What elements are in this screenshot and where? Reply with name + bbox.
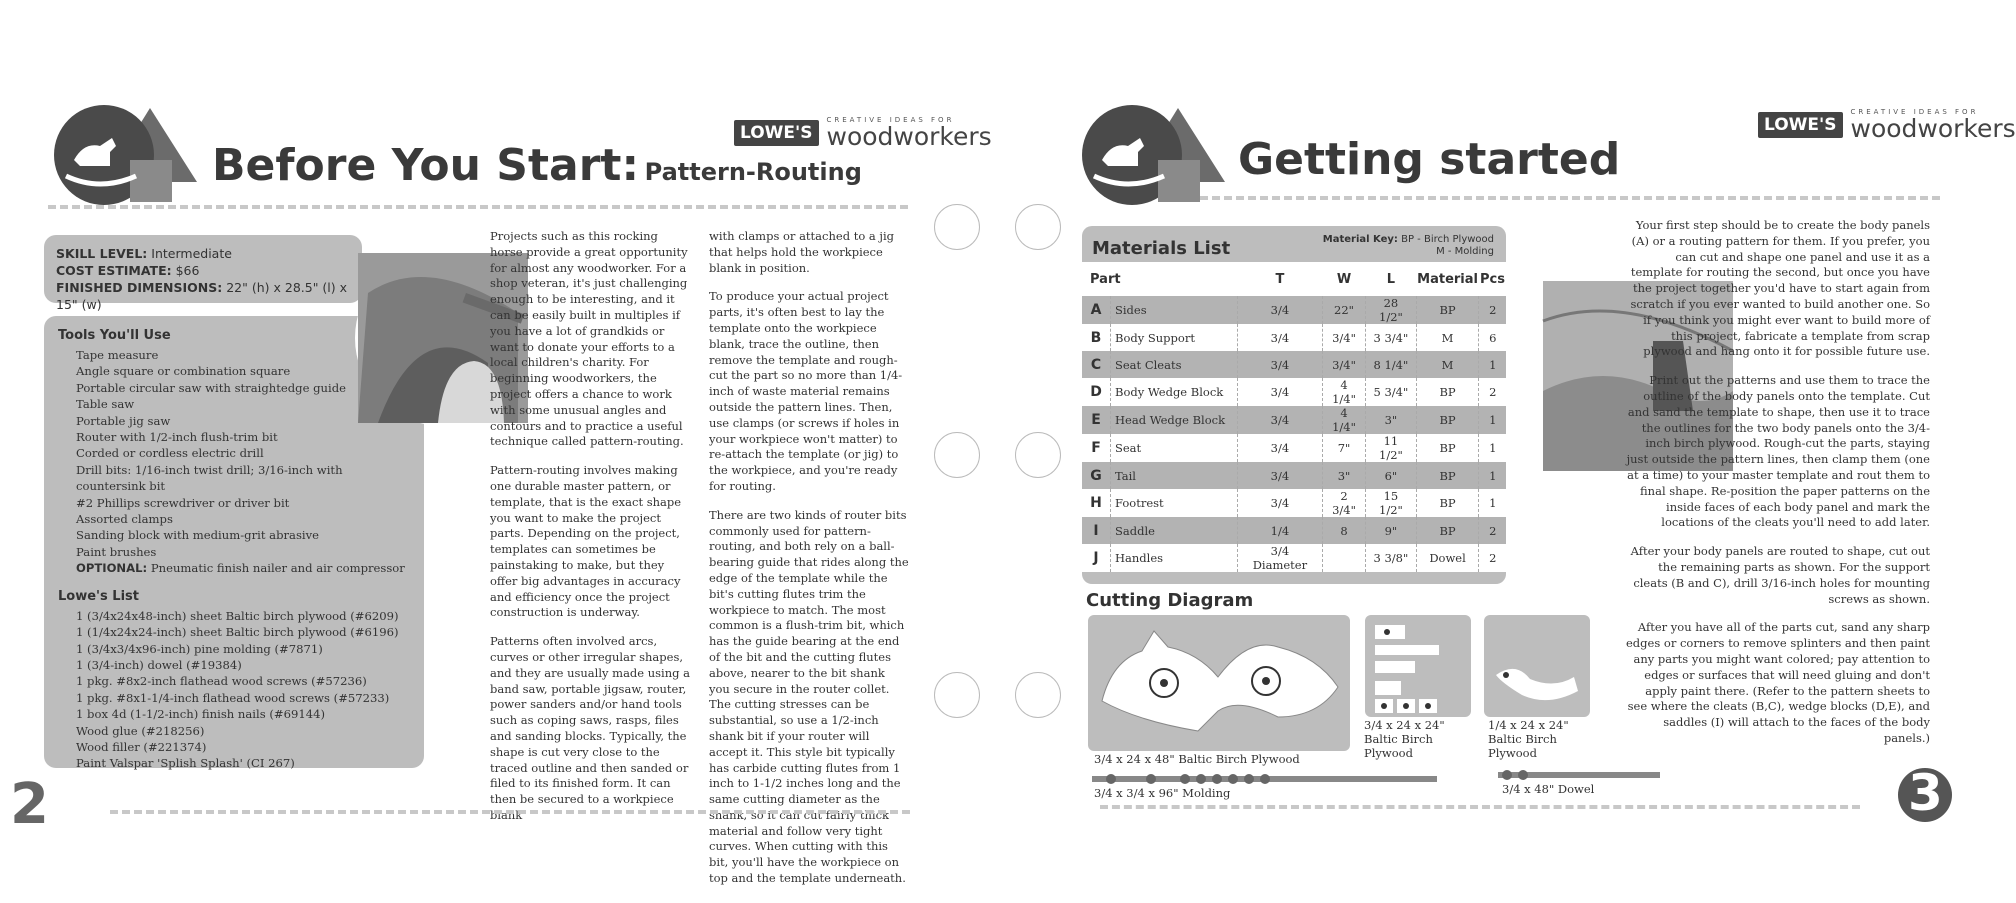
table-cell-m: Dowel: [1416, 544, 1479, 572]
finished-dimensions: FINISHED DIMENSIONS: 22" (h) x 28.5" (l) x 15" (w): [56, 280, 348, 312]
molding-hole: [1212, 774, 1222, 784]
table-cell-p: 1: [1479, 462, 1506, 489]
table-cell-t: 3/4: [1238, 406, 1323, 434]
table-cell-p: 2: [1479, 378, 1506, 406]
table-cell-part: Tail: [1111, 462, 1238, 489]
logo-woodworkers: woodworkers: [1850, 114, 2016, 143]
title-sub: Pattern-Routing: [644, 158, 862, 186]
tool-item: Router with 1/2-inch flush-trim bit: [76, 430, 278, 445]
table-cell-p: 1: [1479, 434, 1506, 462]
table-cell-p: 2: [1479, 517, 1506, 544]
table-cell-p: 6: [1479, 324, 1506, 351]
tool-item: Assorted clamps: [76, 512, 173, 527]
body-paragraph: After your body panels are routed to shape, cut out the remaining parts as shown. For the support cleats (B and C), drill 3/16-inch holes for mounting screws as shown.: [1630, 544, 1930, 606]
table-cell-w: 3/4": [1322, 324, 1365, 351]
table-cell-part: Seat Cleats: [1111, 351, 1238, 378]
table-cell-l: 5 3/4": [1366, 378, 1416, 406]
binder-hole: [1015, 672, 1061, 718]
shopping-item: 1 (3/4x24x48-inch) sheet Baltic birch plywood (#6209): [76, 608, 399, 623]
table-cell-letter: H: [1082, 489, 1111, 517]
table-cell-l: 3": [1366, 406, 1416, 434]
body-paragraph: with clamps or attached to a jig that helps hold the workpiece blank in position.: [709, 229, 895, 275]
project-summary-box: [44, 235, 362, 312]
table-cell-part: Body Wedge Block: [1111, 378, 1238, 406]
title-main: Before You Start:: [212, 140, 640, 191]
shopping-item: 1 (3/4x3/4x96-inch) pine molding (#7871): [76, 641, 323, 656]
intro-column-1: [490, 229, 690, 837]
instructions-column: [1624, 218, 1930, 760]
table-cell-l: 15 1/2": [1366, 489, 1416, 517]
body-paragraph: After you have all of the parts cut, sand any sharp edges or corners to remove splinters and then paint any parts you might want colored; pay attention to edges or surfaces that will need gluing and don't apply paint there. (Refer to the pattern sheets to see where the cleats (B,C), wedge blocks (D,E), and saddles (I) will attach to the faces of the body panels.): [1626, 620, 1930, 745]
plywood-48-diagram: [1088, 615, 1350, 751]
table-cell-part: Footrest: [1111, 489, 1238, 517]
lowes-logo: [1758, 108, 2016, 141]
shopping-item: 1 pkg. #8x2-inch flathead wood screws (#57236): [76, 674, 367, 689]
molding-hole: [1228, 774, 1238, 784]
binder-hole: [934, 204, 980, 250]
molding-hole: [1244, 774, 1254, 784]
table-cell-l: 6": [1366, 462, 1416, 489]
table-row: [1082, 324, 1506, 351]
table-cell-l: 11 1/2": [1366, 434, 1416, 462]
tool-item: Sanding block with medium-grit abrasive: [76, 528, 320, 543]
table-cell-w: 4 1/4": [1322, 406, 1365, 434]
materials-title: Materials List: [1092, 238, 1231, 259]
table-cell-m: BP: [1416, 489, 1479, 517]
table-cell-part: Head Wedge Block: [1111, 406, 1238, 434]
footer-divider: [110, 810, 910, 814]
table-row: [1082, 517, 1506, 544]
optional-tools: OPTIONAL: Pneumatic finish nailer and air compressor: [76, 561, 405, 576]
shopping-item: Wood glue (#218256): [76, 723, 205, 738]
table-cell-m: M: [1416, 351, 1479, 378]
plywood-24-diagram: [1365, 615, 1471, 717]
page-title: Getting started: [1238, 134, 1621, 185]
lowes-logo-box: LOWE'S: [734, 120, 819, 146]
cost-estimate: COST ESTIMATE: $66: [56, 263, 200, 278]
table-cell-t: 3/4: [1238, 489, 1323, 517]
materials-list: [1082, 226, 1506, 584]
table-cell-m: BP: [1416, 517, 1479, 544]
plywood-14-diagram: [1484, 615, 1590, 717]
table-cell-l: 28 1/2": [1366, 296, 1416, 324]
table-cell-l: 8 1/4": [1366, 351, 1416, 378]
table-header: Pcs: [1480, 271, 1505, 287]
table-cell-letter: D: [1082, 378, 1111, 406]
table-cell-w: 3/4": [1322, 351, 1365, 378]
table-cell-t: 3/4: [1238, 378, 1323, 406]
tool-item: Drill bits: 1/16-inch twist drill; 3/16-inch with countersink bit: [76, 462, 343, 494]
intro-column-2: [709, 229, 909, 900]
table-row: [1082, 489, 1506, 517]
table-cell-p: 2: [1479, 296, 1506, 324]
tool-item: Paint brushes: [76, 544, 157, 559]
lowes-list-title: Lowe's List: [58, 588, 139, 604]
tool-item: #2 Phillips screwdriver or driver bit: [76, 495, 290, 510]
shopping-item: Paint Valspar 'Splish Splash' (CI 267): [76, 756, 295, 771]
table-cell-part: Body Support: [1111, 324, 1238, 351]
table-header: W: [1336, 271, 1352, 287]
tool-item: Portable jig saw: [76, 413, 171, 428]
table-cell-p: 1: [1479, 351, 1506, 378]
page-number: 3: [1908, 764, 1943, 822]
rocking-horse-badge-icon: [1080, 100, 1228, 210]
logo-woodworkers: woodworkers: [826, 122, 992, 151]
table-cell-w: 8: [1322, 517, 1365, 544]
materials-table: [1082, 262, 1506, 572]
binder-hole: [1015, 204, 1061, 250]
body-paragraph: Projects such as this rocking horse provide a great opportunity for almost any woodworker. For a shop veteran, it's just challenging enough to be interesting, and it can be easily built in multiples if you have a lot of grandkids or want to donate your efforts to a local children's charity. For beginning woodworkers, the project offers a chance to work with some unusual angles and contours and to practice a useful technique called pattern-routing.: [490, 229, 688, 449]
tool-item: Portable circular saw with straightedge guide: [76, 380, 347, 395]
table-cell-t: 3/4: [1238, 462, 1323, 489]
table-row: [1082, 406, 1506, 434]
table-cell-w: 7": [1322, 434, 1365, 462]
tool-item: Table saw: [76, 397, 135, 412]
table-cell-letter: J: [1082, 544, 1111, 572]
table-cell-m: BP: [1416, 434, 1479, 462]
tool-item: Angle square or combination square: [76, 364, 291, 379]
table-cell-m: M: [1416, 324, 1479, 351]
header-divider: [48, 205, 908, 209]
table-cell-p: 1: [1479, 406, 1506, 434]
dowel-caption: 3/4 x 48" Dowel: [1502, 782, 1595, 796]
table-cell-w: [1322, 544, 1365, 572]
table-row: [1082, 296, 1506, 324]
table-cell-w: 22": [1322, 296, 1365, 324]
table-cell-part: Handles: [1111, 544, 1238, 572]
table-cell-letter: F: [1082, 434, 1111, 462]
table-cell-t: 1/4: [1238, 517, 1323, 544]
table-cell-t: 3/4 Diameter: [1238, 544, 1323, 572]
table-cell-letter: C: [1082, 351, 1111, 378]
molding-hole: [1260, 774, 1270, 784]
table-row: [1082, 434, 1506, 462]
table-cell-letter: I: [1082, 517, 1111, 544]
table-cell-m: BP: [1416, 462, 1479, 489]
shopping-item: 1 (1/4x24x24-inch) sheet Baltic birch plywood (#6196): [76, 625, 399, 640]
table-header: Part: [1090, 271, 1121, 287]
footer-divider: [1100, 805, 1860, 809]
table-cell-t: 3/4: [1238, 296, 1323, 324]
dowel-hole: [1502, 770, 1512, 780]
table-cell-letter: B: [1082, 324, 1111, 351]
table-cell-part: Saddle: [1111, 517, 1238, 544]
table-row: [1082, 351, 1506, 378]
table-cell-p: 1: [1479, 489, 1506, 517]
shopping-item: 1 (3/4-inch) dowel (#19384): [76, 657, 242, 672]
body-paragraph: Your first step should be to create the body panels (A) or a routing pattern for them. If you prefer, you can cut and shape one panel and use it as a template for routing the second, but once you have the project together you'd have to start again from scratch if you ever wanted to build another one. So if you think you might ever want to build more of this project, fabricate a template from scrap plywood and hang onto it for possible future use.: [1630, 218, 1930, 359]
plywood-24-caption: 3/4 x 24 x 24" Baltic Birch Plywood: [1364, 718, 1445, 760]
table-cell-p: 2: [1479, 544, 1506, 572]
body-paragraph: Print out the patterns and use them to trace the outline of the body panels onto the template. Cut and sand the template to shape, then use it to trace the outlines for the two body panels onto the 3/4-inch birch plywood. Rough-cut the parts, staying just outside the pattern lines, then clamp them (one at a time) to your master template and rout them to final shape. Re-position the paper patterns on the inside faces of each body panel and mark the locations of the cleats you'll need to add later.: [1626, 373, 1930, 530]
dowel-hole: [1518, 770, 1528, 780]
body-paragraph: Pattern-routing involves making one durable master pattern, or template, that is the exact shape you want to make the project parts. Depending on the project, templates can sometimes be painstaking to make, but they offer big advantages in accuracy and efficiency once the project construction is underway.: [490, 463, 682, 620]
page-number: 2: [10, 772, 49, 837]
tools-title: Tools You'll Use: [58, 328, 171, 343]
binder-hole: [1015, 432, 1061, 478]
molding-caption: 3/4 x 3/4 x 96" Molding: [1094, 786, 1231, 800]
table-cell-l: 3 3/8": [1366, 544, 1416, 572]
table-cell-part: Seat: [1111, 434, 1238, 462]
binder-hole: [934, 672, 980, 718]
table-row: [1082, 378, 1506, 406]
table-cell-letter: A: [1082, 296, 1111, 324]
table-header: L: [1386, 271, 1396, 287]
table-cell-m: BP: [1416, 406, 1479, 434]
lowes-logo-box: LOWE'S: [1758, 112, 1843, 138]
material-key: Material Key: BP - Birch Plywood M - Molding: [1322, 234, 1494, 257]
table-cell-w: 4 1/4": [1322, 378, 1365, 406]
logo-tagline: CREATIVE IDEAS FOR: [826, 116, 955, 124]
table-cell-w: 3": [1322, 462, 1365, 489]
table-row: [1082, 544, 1506, 572]
molding-hole: [1146, 774, 1156, 784]
table-row: [1082, 462, 1506, 489]
skill-level: SKILL LEVEL: Intermediate: [56, 246, 232, 261]
table-cell-letter: G: [1082, 462, 1111, 489]
table-cell-part: Sides: [1111, 296, 1238, 324]
binder-hole: [934, 432, 980, 478]
table-cell-t: 3/4: [1238, 324, 1323, 351]
table-cell-l: 3 3/4": [1366, 324, 1416, 351]
table-header: Material: [1417, 271, 1478, 287]
molding-hole: [1196, 774, 1206, 784]
body-paragraph: To produce your actual project parts, it's often best to lay the template onto the workpiece blank, trace the outline, then remove the template and rough-cut the part so no more than 1/4- inch of waste material remains outside the pattern lines. Then, use clamps (or screws if holes in your workpiece won't matter) to re-attach the template (or jig) to the workpiece, and you're ready for routing.: [709, 289, 903, 493]
table-header: T: [1275, 271, 1285, 287]
shopping-item: Wood filler (#221374): [76, 739, 207, 754]
table-cell-t: 3/4: [1238, 351, 1323, 378]
table-cell-m: BP: [1416, 296, 1479, 324]
shopping-item: 1 box 4d (1-1/2-inch) finish nails (#69144): [76, 707, 325, 722]
lowes-list: [58, 608, 410, 772]
table-cell-w: 2 3/4": [1322, 489, 1365, 517]
body-paragraph: Patterns often involved arcs, curves or other irregular shapes, and they are usually made using a band saw, portable jigsaw, router, power sanders and/or hand tools such as coping saws, rasps, files and sanding blocks. Typically, the shape is cut very close to the traced outline and then sanded or filed to its finished form. It can then be secured to a workpiece blank: [490, 634, 691, 822]
rocking-horse-badge-icon: [52, 100, 200, 210]
table-cell-l: 9": [1366, 517, 1416, 544]
plywood-48-caption: 3/4 x 24 x 48" Baltic Birch Plywood: [1094, 752, 1300, 766]
plywood-14-caption: 1/4 x 24 x 24" Baltic Birch Plywood: [1488, 718, 1569, 760]
table-cell-m: BP: [1416, 378, 1479, 406]
molding-hole: [1106, 774, 1116, 784]
molding-hole: [1180, 774, 1190, 784]
table-cell-t: 3/4: [1238, 434, 1323, 462]
logo-tagline: CREATIVE IDEAS FOR: [1850, 108, 1979, 116]
body-paragraph: There are two kinds of router bits commonly used for pattern-routing, and both rely on a ball-bearing guide that rides along the edge of the template while the bit's cutting flutes trim the workpiece to match. The most common is a flush-trim bit, which has the guide bearing at the end of the bit and the cutting flutes above, nearer to the bit shank you secure in the router collet. The cutting stresses can be substantial, so use a 1/2-inch shank bit if your router will accept it. This style bit typically has carbide cutting flutes from 1 inch to 1-1/2 inches long and the same cutting diameter as the shank, so it can cut fairly thick material and follow very tight curves. When cutting with this bit, you'll have the workpiece on top and the template underneath.: [709, 507, 909, 886]
header-divider: [1200, 196, 1940, 200]
cutting-diagram-title: Cutting Diagram: [1086, 590, 1254, 611]
table-cell-letter: E: [1082, 406, 1111, 434]
lowes-logo: [734, 116, 992, 149]
tool-item: Tape measure: [76, 348, 159, 362]
tool-item: Corded or cordless electric drill: [76, 446, 264, 461]
shopping-item: 1 pkg. #8x1-1/4-inch flathead wood screws (#57233): [76, 690, 390, 705]
